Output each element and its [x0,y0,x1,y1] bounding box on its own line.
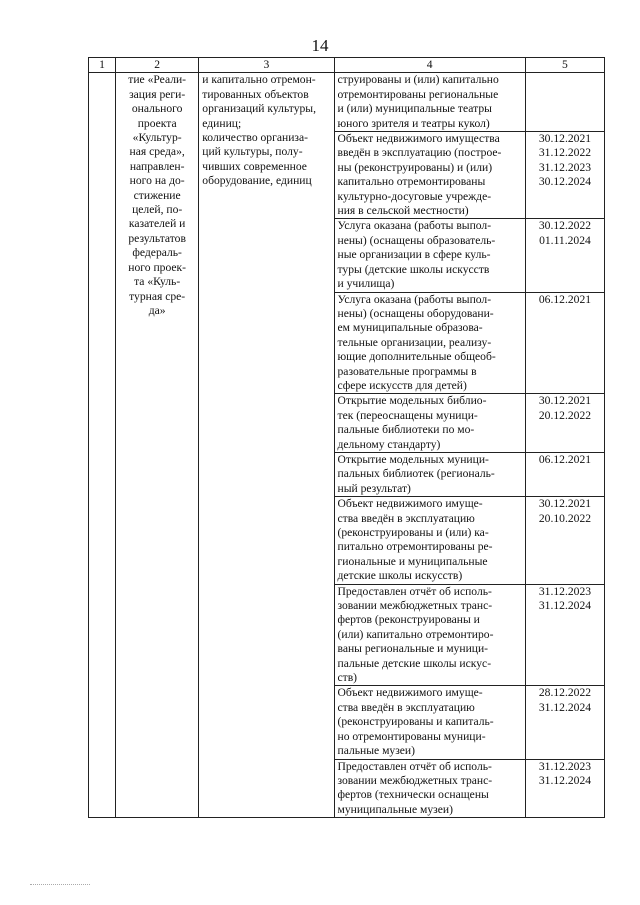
result-dates-cell: 06.12.2021 [525,452,604,496]
header-col-3: 3 [199,58,334,73]
result-text-cell: струированы и (или) капитально отремонтированы региональные и (или) муниципальные театры юного зрителя и театры кукол) [334,73,525,132]
cell-col1 [89,73,116,818]
header-col-2: 2 [116,58,199,73]
header-col-5: 5 [525,58,604,73]
result-dates-cell: 30.12.2021 31.12.2022 31.12.2023 30.12.2024 [525,132,604,219]
result-dates-cell: 30.12.2022 01.11.2024 [525,219,604,292]
result-dates-cell: 06.12.2021 [525,292,604,394]
result-text-cell: Объект недвижимого имуще- ства введён в эксплуатацию (реконструированы и капиталь- но отремонтированы муници- пальные музеи) [334,686,525,759]
result-dates-cell: 28.12.2022 31.12.2024 [525,686,604,759]
results-table [88,57,605,818]
result-text-cell: Объект недвижимого имущества введён в эксплуатацию (построе- ны (реконструированы) и (или) капитально отремонтированы культурно-досуговые учрежде- ния в сельской местности) [334,132,525,219]
header-col-1: 1 [89,58,116,73]
result-text-cell: Услуга оказана (работы выпол- нены) (оснащены образователь- ные организации в сфере куль- туры (детские школы искусств и училища) [334,219,525,292]
result-dates-cell: 30.12.2021 20.10.2022 [525,497,604,584]
page-number: 14 [311,36,329,55]
result-text-cell: Объект недвижимого имуще- ства введён в эксплуатацию (реконструированы и (или) ка- питально отремонтированы ре- гиональные и муниципальные детские школы искусств) [334,497,525,584]
result-dates-cell [525,73,604,132]
result-dates-cell: 31.12.2023 31.12.2024 [525,759,604,818]
result-dates-cell: 30.12.2021 20.12.2022 [525,394,604,453]
result-text-cell: Услуга оказана (работы выпол- нены) (оснащены оборудовани- ем муниципальные образова- тельные организации, реализу- ющие дополнительные общеоб- разовательные программы в сфере искусств для детей) [334,292,525,394]
result-text-cell: Предоставлен отчёт об исполь- зовании межбюджетных транс- фертов (технически оснащены муниципальные музеи) [334,759,525,818]
result-text-cell: Открытие модельных библио- тек (переоснащены муници- пальные библиотеки по мо- дельному стандарту) [334,394,525,453]
table-row [89,73,605,132]
project-description-cell: тие «Реали- зация реги- онального проекта «Культур- ная среда», направлен- ного на до- стижение целей, по- казателей и результатов федераль- ного проек- та «Куль- турная сре- да» [116,73,199,818]
result-text-cell: Предоставлен отчёт об исполь- зовании межбюджетных транс- фертов (реконструированы и (или) капитально отремонтиро- ваны региональные и муници- пальные детские школы искус- ств) [334,584,525,686]
header-col-4: 4 [334,58,525,73]
result-text-cell: Открытие модельных муници- пальных библиотек (региональ- ный результат) [334,452,525,496]
indicators-cell: и капитально отремон- тированных объектов организаций культуры, единиц; количество организа- ций культуры, полу- чивших современное оборудование, единиц [199,73,334,818]
scan-margin-mark [30,884,90,886]
result-dates-cell: 31.12.2023 31.12.2024 [525,584,604,686]
table-header-row [89,58,605,73]
